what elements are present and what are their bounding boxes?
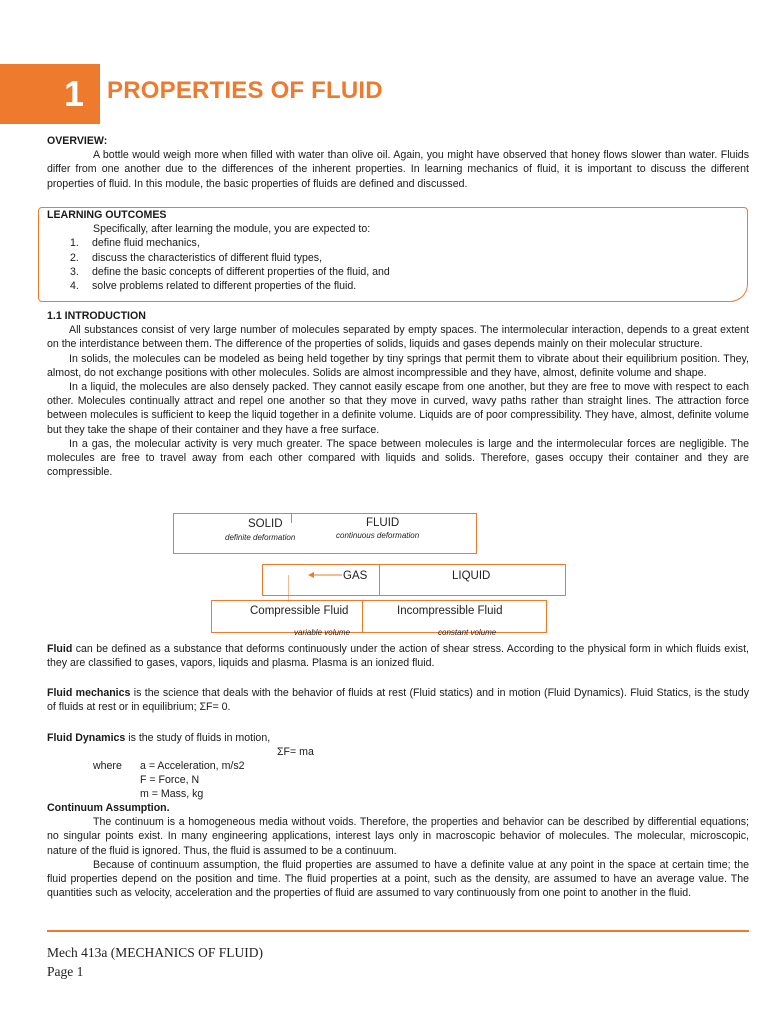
fluid-mechanics-term: Fluid mechanics bbox=[47, 687, 131, 699]
variable-item: F = Force, N bbox=[140, 774, 200, 787]
equation: ΣF= ma bbox=[277, 746, 314, 758]
list-item: 2. discuss the characteristics of different fluid types, bbox=[70, 251, 323, 264]
fluid-definition-text: can be defined as a substance that deforms continuously under the action of shear stress. According to the physical form in which fluids exist, they are classified to gases, vapors, liquids and plasma. Plasma is an ionized fluid. bbox=[47, 643, 749, 670]
fluid-sublabel: continuous deformation bbox=[336, 531, 420, 540]
list-item: 4. solve problems related to different properties of the fluid. bbox=[70, 280, 357, 293]
compressible-label: Compressible Fluid bbox=[250, 605, 349, 617]
fluid-dynamics-term: Fluid Dynamics bbox=[47, 732, 126, 744]
learning-outcomes-heading: LEARNING OUTCOMES bbox=[47, 209, 167, 221]
incompressible-label: Incompressible Fluid bbox=[397, 605, 503, 617]
overview-heading: OVERVIEW: bbox=[47, 135, 108, 147]
gas-label: GAS bbox=[343, 570, 368, 582]
fluid-definition bbox=[47, 642, 749, 670]
incompressible-sublabel: constant volume bbox=[438, 628, 497, 637]
fluid-mechanics-definition bbox=[47, 686, 749, 714]
fluid-dynamics-text: is the study of fluids in motion, bbox=[125, 732, 271, 744]
fluid-mechanics-text: is the science that deals with the behavior of fluids at rest (Fluid statics) and in motion (Fluid Dynamics). Fluid Statics, is the study of fluids at rest or in equilibrium; ΣF= 0. bbox=[47, 687, 749, 714]
solid-label: SOLID bbox=[248, 518, 283, 530]
continuum-paragraph: The continuum is a homogeneous media without voids. Therefore, the properties and behavior can be described by differential equations; no singular points exist. In many engineering applications, interest lays only in macroscopic behavior of molecules. The molecular, microscopic, nature of the fluid is ignored. Thus, the fluid is assumed to be a continuum. bbox=[47, 816, 749, 857]
gas-left-box bbox=[262, 564, 288, 596]
chapter-number: 1 bbox=[63, 73, 84, 114]
intro-paragraph: All substances consist of very large number of molecules separated by empty spaces. The intermolecular interaction, depends to a great extent on the interdistance between them. The difference of the properties of solids, liquids and gases depends mainly on their molecular structure. bbox=[47, 324, 749, 351]
footer-divider bbox=[47, 930, 749, 932]
learning-outcomes-intro: Specifically, after learning the module, you are expected to: bbox=[93, 223, 371, 236]
list-item: 3. define the basic concepts of different properties of the fluid, and bbox=[70, 265, 390, 278]
overview-text: A bottle would weigh more when filled with water than olive oil. Again, you might have observed that honey flows slower than water. Fluids differ from one another due to the differences of the inherent properties. In learning mechanics of fluid, it is important to discuss the different properties of fluid. In this module, the basic properties of fluids are defined and discussed. bbox=[47, 149, 749, 190]
intro-paragraph: In solids, the molecules can be modeled as being held together by tiny springs that permit them to vibrate about their equilibrium position. They, almost, do not exchange positions with other molecules. Solids are almost incompressible and they have, almost, definite volume and shape. bbox=[47, 352, 749, 379]
intro-paragraph: In a gas, the molecular activity is very much greater. The space between molecules is large and the intermolecular forces are negligible. The molecules are free to travel away from each other compared with liquids and solids. Therefore, gases occupy their container and they are compressible. bbox=[47, 437, 749, 479]
intro-paragraph: In a liquid, the molecules are also densely packed. They cannot easily escape from one another, but they are free to move with respect to each other. Molecules continually attract and repel one another so that they move in curved, wavy paths rather than straight lines. The attraction force between molecules is sufficient to keep the liquid together in a definite volume. Liquids are of poor compressibility. They have, almost, definite volume but they take the shape of their container and they have a free surface. bbox=[47, 381, 749, 436]
fluid-term: Fluid bbox=[47, 643, 73, 655]
continuum-heading: Continuum Assumption. bbox=[47, 802, 170, 814]
fluid-dynamics-definition bbox=[47, 731, 749, 745]
list-item: 1. define fluid mechanics, bbox=[70, 237, 200, 250]
variable-item: a = Acceleration, m/s2 bbox=[140, 760, 245, 772]
footer-course: Mech 413a (MECHANICS OF FLUID) bbox=[47, 945, 263, 960]
liquid-label: LIQUID bbox=[452, 570, 491, 582]
introduction-heading: 1.1 INTRODUCTION bbox=[47, 310, 146, 322]
footer-page-number: Page 1 bbox=[47, 964, 84, 979]
variable-item: m = Mass, kg bbox=[140, 788, 204, 801]
solid-sublabel: definite deformation bbox=[225, 533, 296, 542]
continuum-paragraph: Because of continuum assumption, the fluid properties are assumed to have a definite value at any point in the space at certain time; the fluid properties depend on the position and time. The fluid properties at a point, such as the density, are assumed to have an average value. The quantities such as velocity, acceleration and the properties of fluid are assumed to vary continuously from one point to another in the fluid. bbox=[47, 858, 749, 900]
chapter-title: PROPERTIES OF FLUID bbox=[107, 77, 383, 104]
fluid-label: FLUID bbox=[366, 517, 400, 529]
where-label: where bbox=[93, 760, 122, 772]
variable-list bbox=[140, 759, 440, 802]
continuum-section bbox=[47, 801, 749, 900]
compressible-sublabel: variable volume bbox=[294, 628, 351, 637]
